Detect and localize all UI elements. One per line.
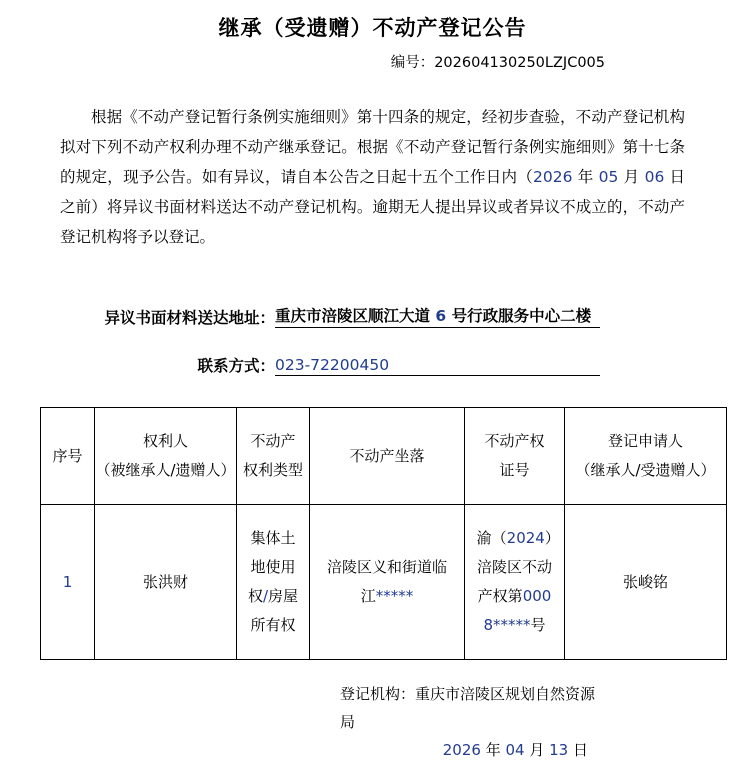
- header-cert-line2: 证号: [499, 461, 530, 479]
- notice-text-2: 日之前）将异议书面材料送达不动产登记机构。逾期无人提出异议或者异议不成立的，不动产登记机构将予以登记。: [60, 168, 686, 246]
- footer-org-line: [340, 680, 600, 736]
- notice-text-1: 根据《不动产登记暂行条例实施细则》第十四条的规定，经初步查验，不动产登记机构拟对下列不动产权利办理不动产继承登记。根据《不动产登记暂行条例实施细则》第十七条的规定，现予公告。如有异议，请自本公告之日起十五个工作日内（: [60, 108, 685, 186]
- header-seq-label: 序号: [52, 446, 83, 465]
- table-header-row: [41, 408, 727, 505]
- header-holder-line2: （被继承人/遗赠人）: [95, 461, 236, 479]
- footer-date-month: 04: [505, 741, 525, 759]
- cell-seq: [41, 505, 95, 660]
- address-text-1: 重庆市涪陵区顺江大道: [275, 307, 436, 325]
- cell-holder: [95, 505, 237, 660]
- address-value: [275, 304, 600, 328]
- row-applicant: 张峻铭: [622, 572, 668, 591]
- row-right-type: [245, 524, 301, 640]
- header-applicant: [565, 408, 727, 505]
- doc-number-label: 编号：: [390, 55, 435, 71]
- contact-phone: 023-72200450: [275, 356, 390, 374]
- header-right-type-line1: 不动产: [250, 432, 296, 450]
- row-cert: [475, 524, 555, 640]
- deadline-month: 05: [598, 168, 619, 186]
- cell-right-type: [237, 505, 310, 660]
- doc-number-value: 202604130250LZJC005: [434, 55, 605, 71]
- footer-date-line: [340, 736, 600, 761]
- cert-year: 2024: [506, 529, 545, 547]
- header-location-label: 不动产坐落: [349, 446, 425, 465]
- right-type-part1: 集体土地使用权: [247, 529, 296, 605]
- cert-part3: 号: [530, 616, 546, 634]
- table-row: [41, 505, 727, 660]
- cert-part1: 渝（: [476, 529, 507, 547]
- contact-row: [60, 354, 745, 376]
- footer-day-unit: 日: [568, 741, 588, 759]
- deadline-year: 2026: [533, 168, 573, 186]
- footer-org-name: 重庆市涪陵区规划自然资源局: [340, 685, 596, 731]
- cell-location: [310, 505, 465, 660]
- footer-year-unit: 年: [480, 741, 506, 759]
- header-location: [310, 408, 465, 505]
- footer: [340, 680, 600, 761]
- header-cert-line1: 不动产权: [484, 432, 545, 450]
- footer-date-day: 13: [549, 741, 569, 759]
- address-text-2: 号行政服务中心二楼: [446, 307, 592, 325]
- cert-number: 0008*****: [483, 587, 552, 634]
- contact-label: 联系方式：: [197, 357, 275, 375]
- location-text: 涪陵区义和街道临江: [326, 558, 447, 605]
- year-unit: 年: [572, 168, 599, 186]
- address-street-number: 6: [435, 307, 447, 325]
- month-unit: 月: [618, 168, 645, 186]
- header-applicant-line1: 登记申请人: [607, 432, 683, 450]
- right-type-slash: /: [262, 587, 269, 605]
- page-title: 继承（受遗赠）不动产登记公告: [218, 16, 527, 40]
- cell-applicant: [565, 505, 727, 660]
- address-label: 异议书面材料送达地址：: [104, 309, 275, 327]
- cell-cert: [465, 505, 565, 660]
- header-cert: [465, 408, 565, 505]
- deadline-day: 06: [644, 168, 665, 186]
- footer-org-label: 登记机构：: [340, 685, 416, 703]
- header-applicant-line2: （继承人/受遗赠人）: [575, 461, 716, 479]
- contact-value: [275, 356, 600, 376]
- address-row: [60, 304, 745, 328]
- cert-part2: ）涪陵区不动产权第: [476, 529, 553, 605]
- row-location: [322, 553, 452, 611]
- row-seq: 1: [62, 572, 73, 591]
- header-right-type: [237, 408, 310, 505]
- header-holder-line1: 权利人: [142, 432, 188, 450]
- footer-month-unit: 月: [524, 741, 550, 759]
- registration-table: [40, 407, 727, 660]
- doc-number-line: [0, 51, 745, 72]
- header-holder: [95, 408, 237, 505]
- right-type-part2: 房屋所有权: [250, 587, 299, 634]
- notice-paragraph: [60, 102, 685, 252]
- location-masked: *****: [375, 587, 414, 605]
- header-right-type-line2: 权利类型: [242, 461, 303, 479]
- row-holder: 张洪财: [142, 572, 188, 591]
- footer-date-year: 2026: [442, 741, 481, 759]
- header-seq: [41, 408, 95, 505]
